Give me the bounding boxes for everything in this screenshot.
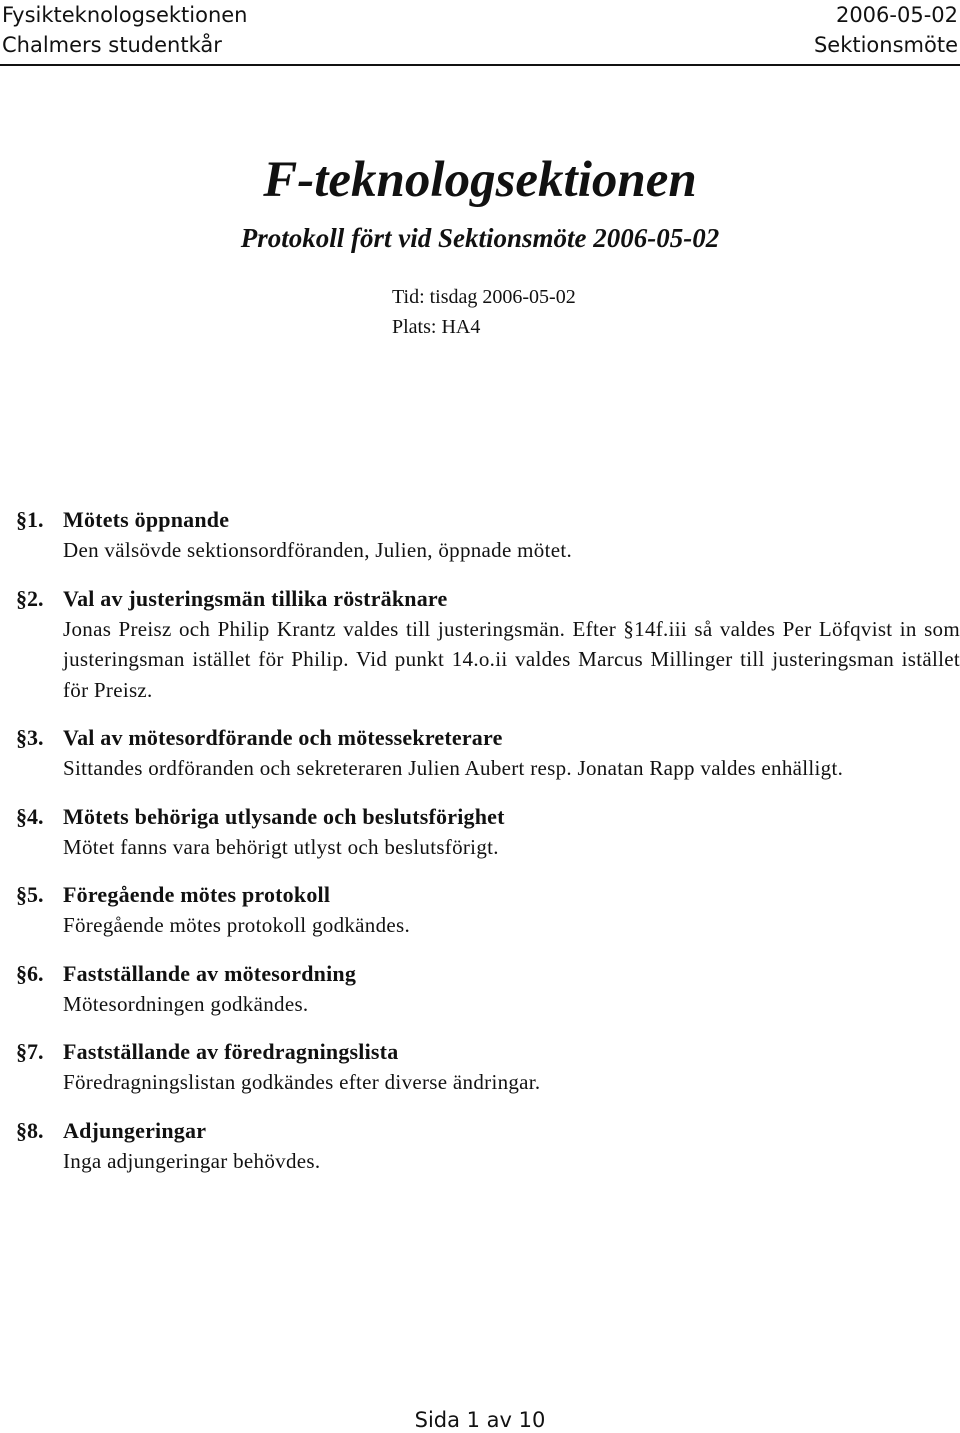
section-3 xyxy=(16,723,960,784)
header-date: 2006-05-02 xyxy=(835,3,958,27)
meeting-place: Plats: HA4 xyxy=(392,316,481,338)
header-rule xyxy=(0,64,960,66)
section-number: §2. xyxy=(16,585,44,611)
page-number: Sida 1 av 10 xyxy=(414,1408,546,1432)
meeting-time: Tid: tisdag 2006-05-02 xyxy=(392,286,576,308)
section-body: Jonas Preisz och Philip Krantz valdes till justeringsmän. Efter §14f.iii så valdes Per Löfqvist in som justeringsman istället för Philip. Vid punkt 14.o.ii valdes Marcus Millinger till justeringsman istället för Preisz. xyxy=(63,616,960,702)
section-7 xyxy=(16,1037,960,1098)
document-title: F-teknologsektionen xyxy=(263,152,697,208)
page-header-right xyxy=(814,0,958,60)
section-body: Mötesordningen godkändes. xyxy=(63,991,309,1016)
section-number: §7. xyxy=(16,1039,44,1064)
section-body: Inga adjungeringar behövdes. xyxy=(63,1148,321,1173)
section-title: Adjungeringar xyxy=(63,1117,207,1143)
section-number: §5. xyxy=(16,882,44,907)
section-title: Mötets öppnande xyxy=(63,507,230,532)
meeting-meta xyxy=(392,282,576,342)
section-number: §1. xyxy=(16,507,44,532)
section-title: Val av justeringsmän tillika rösträknare xyxy=(63,585,448,611)
section-body: Föregående mötes protokoll godkändes. xyxy=(63,913,411,937)
header-meeting-type: Sektionsmöte xyxy=(813,33,958,57)
section-number: §4. xyxy=(16,803,44,829)
header-org: Fysikteknologsektionen xyxy=(2,3,248,27)
section-title: Fastställande av föredragningslista xyxy=(63,1039,399,1064)
section-2 xyxy=(16,584,960,706)
page-header-left xyxy=(2,0,247,60)
section-title: Mötets behöriga utlysande och beslutsförighet xyxy=(63,803,505,829)
minutes-sections xyxy=(16,505,960,1194)
section-body: Sittandes ordföranden och sekreteraren Julien Aubert resp. Jonatan Rapp valdes enhälligt. xyxy=(63,756,844,780)
section-4 xyxy=(16,802,960,863)
section-number: §3. xyxy=(16,725,44,750)
section-title: Val av mötesordförande och mötessekreterare xyxy=(63,725,503,750)
section-body: Mötet fanns vara behörigt utlyst och beslutsförigt. xyxy=(63,834,499,859)
section-1 xyxy=(16,505,960,566)
section-6 xyxy=(16,959,960,1020)
section-number: §8. xyxy=(16,1117,44,1143)
section-body: Föredragningslistan godkändes efter diverse ändringar. xyxy=(63,1070,541,1094)
section-number: §6. xyxy=(16,960,44,986)
document-subtitle: Protokoll fört vid Sektionsmöte 2006-05-02 xyxy=(240,223,720,253)
section-body: Den välsövde sektionsordföranden, Julien, öppnade mötet. xyxy=(63,538,573,562)
section-title: Fastställande av mötesordning xyxy=(63,960,357,986)
header-union: Chalmers studentkår xyxy=(2,33,222,57)
section-5 xyxy=(16,880,960,941)
section-title: Föregående mötes protokoll xyxy=(63,882,331,907)
section-8 xyxy=(16,1116,960,1177)
